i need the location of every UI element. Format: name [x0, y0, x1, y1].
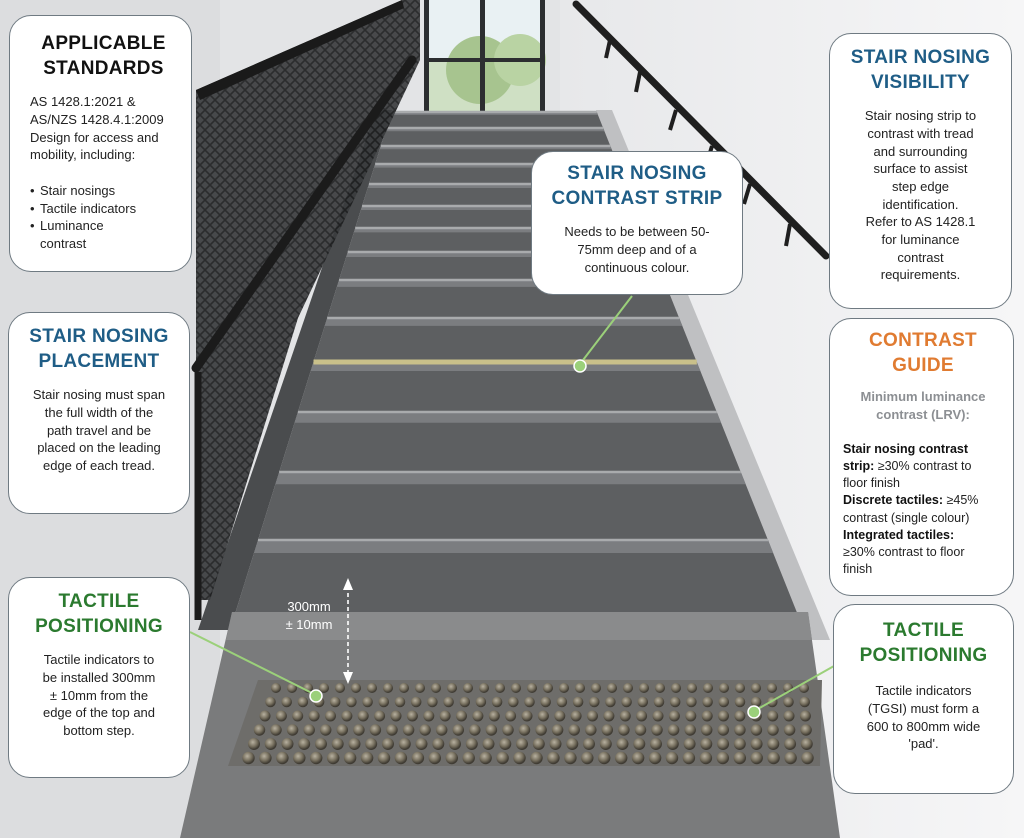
tactile-dome: [655, 683, 665, 693]
tactile-dome: [416, 738, 428, 750]
tactile-dome: [667, 738, 679, 750]
tactile-dome: [623, 683, 633, 693]
tactile-dome: [671, 683, 681, 693]
tactile-dome: [651, 724, 662, 735]
tactile-dome: [365, 738, 377, 750]
tactile-dome: [260, 711, 271, 722]
stair-tread: [295, 412, 722, 423]
tactile-dome: [654, 697, 664, 707]
tactile-dome: [685, 711, 696, 722]
tactile-dome: [351, 683, 361, 693]
tactile-dome: [436, 724, 447, 735]
tactile-dome: [702, 697, 712, 707]
tactile-dome: [391, 711, 402, 722]
tactile-dome: [719, 683, 729, 693]
tactile-dome: [557, 697, 567, 707]
tactile-dome: [591, 683, 601, 693]
tactile-dome: [281, 697, 291, 707]
tactile-dome: [489, 711, 500, 722]
tactile-dome: [550, 738, 562, 750]
tactile-dome: [589, 697, 599, 707]
tactile-dome: [332, 738, 344, 750]
tactile-dome: [495, 683, 505, 693]
tactile-dome: [411, 697, 421, 707]
tactile-dome: [292, 711, 303, 722]
tactile-dome: [440, 711, 451, 722]
tactile-dome: [552, 724, 563, 735]
tactile-dome: [687, 683, 697, 693]
tactile-dome: [585, 724, 596, 735]
tactile-dome: [479, 683, 489, 693]
tactile-left-text: Tactile indicators to be installed 300mm ± 10mm from the edge of the top and bottom step.: [42, 652, 156, 739]
tactile-positioning-right-card: [833, 604, 1014, 794]
tactile-dome: [535, 724, 546, 735]
tactile-dome: [469, 724, 480, 735]
tactile-dome: [598, 752, 610, 764]
tactile-dome: [242, 752, 254, 764]
tactile-dome: [327, 752, 339, 764]
tactile-dome: [636, 711, 647, 722]
tactile-dome: [346, 697, 356, 707]
tactile-dome: [298, 697, 308, 707]
tactile-dome: [453, 724, 464, 735]
contrast-guide-card: [829, 318, 1014, 596]
tactile-dome: [573, 697, 583, 707]
tactile-dome: [276, 752, 288, 764]
tactile-dome: [320, 724, 331, 735]
nosing-visibility-title: STAIR NOSING VISIBILITY: [850, 47, 991, 93]
tactile-dome: [505, 711, 516, 722]
contrast-strip-title: STAIR NOSING CONTRAST STRIP: [551, 163, 723, 209]
tactile-dome: [399, 683, 409, 693]
tactile-dome: [784, 738, 796, 750]
list-item: Stair nosing contrast strip: ≥30% contrast to floor finish: [843, 441, 972, 491]
tactile-dome: [460, 697, 470, 707]
tactile-dome: [615, 752, 627, 764]
tactile-dome: [540, 697, 550, 707]
tactile-dome: [431, 683, 441, 693]
tactile-dome: [767, 683, 777, 693]
tactile-dome: [751, 683, 761, 693]
tactile-dome: [443, 697, 453, 707]
nosing-placement-title: STAIR NOSING PLACEMENT: [29, 326, 169, 372]
tactile-dome: [717, 738, 729, 750]
tactile-dome: [492, 697, 502, 707]
applicable-standards-intro: AS 1428.1:2021 & AS/NZS 1428.4.1:2009 Design for access and mobility, including:: [30, 94, 164, 163]
tactile-dome: [670, 697, 680, 707]
tactile-dome: [496, 752, 508, 764]
tactile-dome: [751, 724, 762, 735]
tactile-dome: [447, 683, 457, 693]
tactile-dome: [335, 683, 345, 693]
tactile-dome: [382, 738, 394, 750]
list-item: • Stair nosings: [30, 182, 177, 200]
tactile-dome: [735, 697, 745, 707]
tactile-dome: [508, 697, 518, 707]
tactile-dome: [554, 711, 565, 722]
tactile-dome: [767, 711, 778, 722]
tactile-dome: [686, 697, 696, 707]
tactile-dome: [700, 752, 712, 764]
tactile-dome: [379, 697, 389, 707]
tactile-dome: [734, 738, 746, 750]
tactile-dome: [653, 711, 664, 722]
nosing-placement-text: Stair nosing must span the full width of the path travel and be placed on the leading edge of each tread.: [32, 387, 166, 474]
tactile-dome: [635, 724, 646, 735]
tactile-right-title: TACTILE POSITIONING: [859, 620, 988, 666]
tactile-dome: [516, 738, 528, 750]
tactile-dome: [734, 711, 745, 722]
list-item: • Luminance contrast: [30, 217, 177, 252]
tactile-dome: [543, 683, 553, 693]
tactile-dome: [633, 738, 645, 750]
tactile-dome: [799, 697, 809, 707]
tactile-dome: [341, 711, 352, 722]
tactile-dome: [427, 697, 437, 707]
tactile-dome: [801, 752, 813, 764]
tactile-dome: [767, 752, 779, 764]
tactile-dome: [479, 752, 491, 764]
tactile-dome: [575, 683, 585, 693]
tactile-dome: [370, 724, 381, 735]
tactile-dome: [259, 752, 271, 764]
tactile-dome: [276, 711, 287, 722]
tactile-dome: [383, 683, 393, 693]
tactile-dome: [650, 738, 662, 750]
tactile-dome: [403, 724, 414, 735]
tactile-dome: [701, 724, 712, 735]
tactile-dome: [344, 752, 356, 764]
tactile-dome: [513, 752, 525, 764]
tactile-dome: [524, 697, 534, 707]
contrast-guide-list: [843, 441, 1003, 579]
tactile-dome: [784, 724, 795, 735]
tactile-dome: [700, 738, 712, 750]
tactile-dome: [702, 711, 713, 722]
tactile-dome: [602, 724, 613, 735]
tactile-dome: [666, 752, 678, 764]
tactile-dome: [649, 752, 661, 764]
tactile-dome: [254, 724, 265, 735]
tactile-dome: [361, 752, 373, 764]
tactile-dome: [522, 711, 533, 722]
tactile-dome: [734, 752, 746, 764]
tactile-dome: [639, 683, 649, 693]
tactile-dome: [600, 738, 612, 750]
tactile-dome: [303, 724, 314, 735]
tactile-dome: [767, 724, 778, 735]
tactile-dome: [476, 697, 486, 707]
tactile-dome: [669, 711, 680, 722]
tactile-dome: [530, 752, 542, 764]
tactile-dome: [483, 738, 495, 750]
tactile-dome: [703, 683, 713, 693]
list-item: Discrete tactiles: ≥45% contrast (single colour): [843, 493, 979, 525]
tactile-dome: [298, 738, 310, 750]
tactile-dome: [566, 738, 578, 750]
window: [424, 0, 546, 112]
tactile-dome: [618, 724, 629, 735]
tactile-dome: [419, 724, 430, 735]
tactile-dome: [265, 738, 277, 750]
tactile-dome: [466, 738, 478, 750]
tactile-dome: [719, 697, 729, 707]
tactile-dome: [683, 752, 695, 764]
tactile-dome: [248, 738, 260, 750]
tactile-dome: [684, 738, 696, 750]
tactile-dome: [668, 724, 679, 735]
contrast-guide-subtitle: Minimum luminance contrast (LRV):: [860, 389, 986, 423]
tactile-dome: [282, 738, 294, 750]
applicable-standards-card: [9, 15, 192, 272]
list-item: • Tactile indicators: [30, 200, 177, 218]
nosing-placement-card: [8, 312, 190, 514]
applicable-standards-list: [30, 182, 177, 253]
tactile-dome: [571, 711, 582, 722]
dimension-label: 300mm ± 10mm: [285, 599, 333, 632]
tactile-dome: [751, 738, 763, 750]
tactile-dome: [358, 711, 369, 722]
tactile-dome: [617, 738, 629, 750]
tactile-dome: [684, 724, 695, 735]
tactile-dome: [511, 683, 521, 693]
tactile-dome: [463, 752, 475, 764]
tactile-dome: [378, 752, 390, 764]
tactile-dome: [415, 683, 425, 693]
tactile-dome: [293, 752, 305, 764]
tactile-dome: [353, 724, 364, 735]
tactile-dome: [499, 738, 511, 750]
tactile-dome: [315, 738, 327, 750]
tactile-dome: [801, 738, 813, 750]
stair-tread: [275, 472, 745, 484]
tactile-dome: [620, 711, 631, 722]
tactile-dome: [800, 724, 811, 735]
nosing-visibility-card: [829, 33, 1012, 309]
tactile-dome: [581, 752, 593, 764]
tactile-dome: [568, 724, 579, 735]
tactile-dome: [367, 683, 377, 693]
tactile-dome: [784, 752, 796, 764]
tactile-dome: [735, 683, 745, 693]
tactile-dome: [559, 683, 569, 693]
tactile-dome: [751, 752, 763, 764]
tactile-dome: [330, 697, 340, 707]
tactile-dome: [603, 711, 614, 722]
tactile-dome: [734, 724, 745, 735]
tactile-dome: [463, 683, 473, 693]
tactile-dome: [412, 752, 424, 764]
tactile-dome: [587, 711, 598, 722]
tactile-right-text: Tactile indicators (TGSI) must form a 600 to 800mm wide 'pad'.: [866, 683, 981, 752]
tactile-dome: [538, 711, 549, 722]
tactile-dome: [607, 683, 617, 693]
tactile-dome: [362, 697, 372, 707]
tactile-dome: [519, 724, 530, 735]
stair-tread: [254, 540, 773, 553]
tactile-dome: [449, 738, 461, 750]
tactile-dome: [533, 738, 545, 750]
tactile-dome: [270, 724, 281, 735]
tactile-dome: [638, 697, 648, 707]
tactile-dome: [407, 711, 418, 722]
tactile-dome: [767, 738, 779, 750]
tactile-dome: [784, 711, 795, 722]
tactile-left-title: TACTILE POSITIONING: [35, 591, 163, 637]
tactile-dome: [271, 683, 281, 693]
tactile-dome: [502, 724, 513, 735]
tactile-dome: [527, 683, 537, 693]
tactile-dome: [395, 752, 407, 764]
tactile-dome: [632, 752, 644, 764]
tactile-dome: [718, 724, 729, 735]
tactile-dome: [564, 752, 576, 764]
tactile-dome: [800, 711, 811, 722]
contrast-strip-text: Needs to be between 50- 75mm deep and of a continuous colour.: [564, 224, 710, 275]
list-item: Integrated tactiles: ≥30% contrast to floor finish: [843, 527, 965, 577]
tactile-dome: [472, 711, 483, 722]
tactile-dome: [456, 711, 467, 722]
tactile-dome: [310, 752, 322, 764]
applicable-standards-title: APPLICABLE STANDARDS: [41, 33, 166, 79]
tactile-dome: [717, 752, 729, 764]
contrast-strip-card: [531, 151, 743, 295]
tactile-dome: [395, 697, 405, 707]
tactile-dome: [374, 711, 385, 722]
contrast-guide-title: CONTRAST GUIDE: [869, 330, 977, 376]
tactile-dome: [429, 752, 441, 764]
tactile-dome: [309, 711, 320, 722]
tactile-dome: [783, 697, 793, 707]
tactile-dome: [583, 738, 595, 750]
tactile-dome: [486, 724, 497, 735]
tactile-dome: [325, 711, 336, 722]
tactile-dome: [386, 724, 397, 735]
tactile-dome: [265, 697, 275, 707]
tactile-dome: [432, 738, 444, 750]
tactile-dome: [718, 711, 729, 722]
tactile-dome: [287, 724, 298, 735]
tactile-dome: [349, 738, 361, 750]
tactile-dome: [399, 738, 411, 750]
tactile-dome: [621, 697, 631, 707]
nosing-visibility-text: Stair nosing strip to contrast with tread and surrounding surface to assist step edge identification. Refer to AS 1428.1 for luminance contrast requirements.: [864, 108, 977, 283]
tactile-dome: [605, 697, 615, 707]
tactile-dome: [337, 724, 348, 735]
tactile-positioning-left-card: [8, 577, 190, 778]
tactile-dome: [547, 752, 559, 764]
tactile-dome: [446, 752, 458, 764]
tactile-dome: [423, 711, 434, 722]
